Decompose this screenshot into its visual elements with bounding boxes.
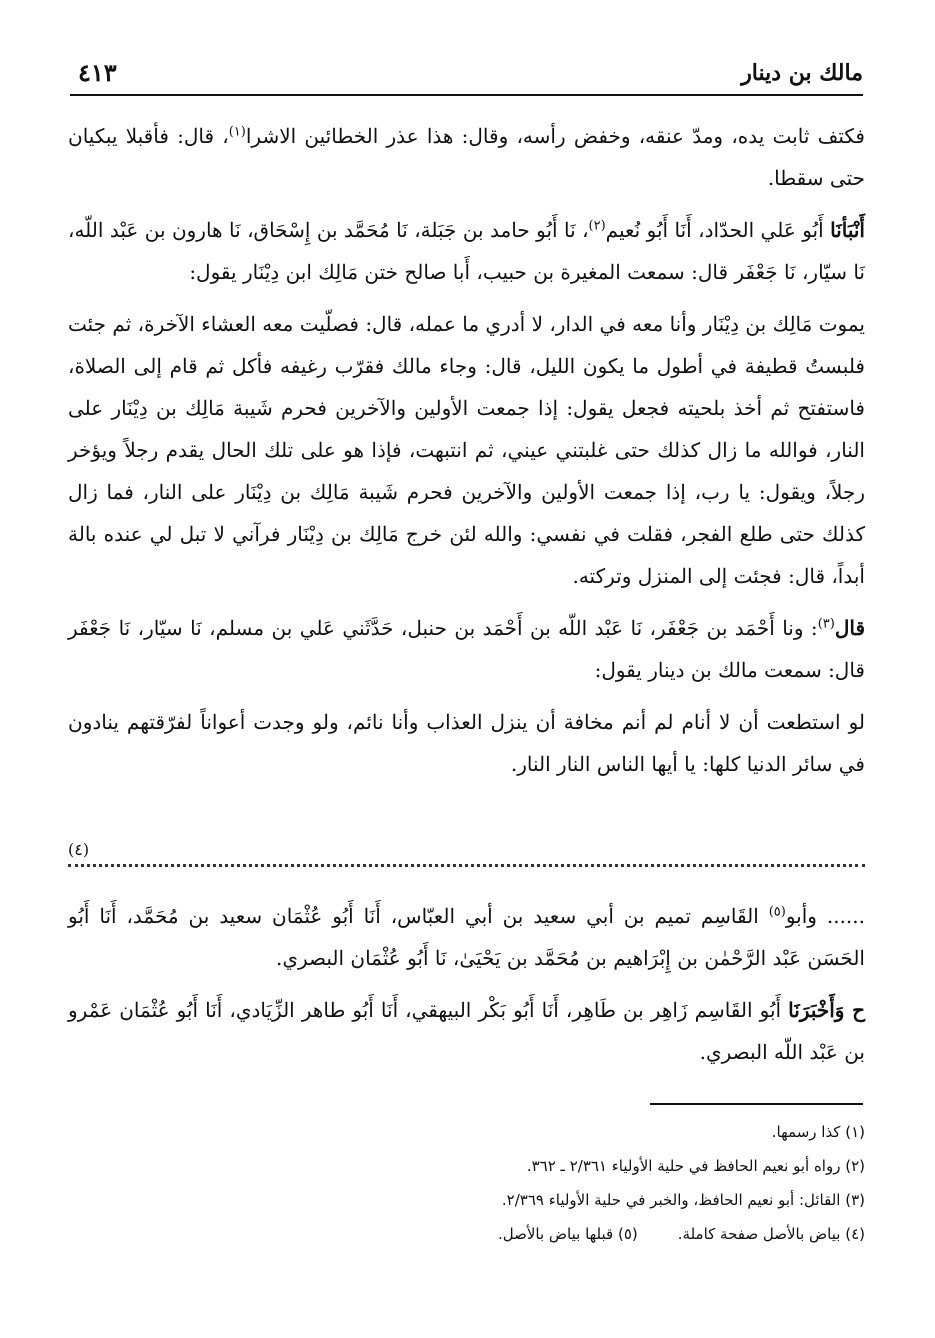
main-text-block xyxy=(68,115,865,785)
footnote-reference: (٣) xyxy=(817,616,835,632)
main-paragraph xyxy=(68,209,865,293)
text-run: أَبُو القَاسِم زَاهِر بن طَاهِر، أَنَا أَبُو بَكْر البيهقي، أَنَا أَبُو طاهر الزِّيَادي، أَنَا أَبُو عُثْمَان عَمْرو بن عَبْد اللّه البصري. xyxy=(68,998,865,1064)
lacuna-marker xyxy=(68,840,865,876)
running-title: مالك بن دينار xyxy=(741,60,863,86)
continuation-text-block xyxy=(68,895,865,1073)
footnote-2: (٢) رواه أبو نعيم الحافظ في حلية الأولياء ٢/٣٦١ ـ ٣٦٢. xyxy=(526,1157,865,1175)
text-run: أَنْبَأنَا xyxy=(830,218,865,242)
text-run: يموت مَالِك بن دِيْنَار وأنا معه في الدار، لا أدري ما عمله، قال: فصلّيت معه العشاء الآخرة، ثم جئت فلبستُ قطيفة في أطول ما يكون الليل، قال: وجاء مالك فقرّب رغيفه فأكل ثم قام إلى الصلاة، فاستفتح ثم أخذ بلحيته فجعل يقول: إذا جمعت الأولين والآخرين فحرم شَيبة مَالِك بن دِيْنَار على النار، فوالله ما زال كذلك حتى غلبتني عيني، ثم انتبهت، فإذا هو على تلك الحال يقدم رجلاً ويؤخر رجلاً، ويقول: يا رب، إذا جمعت الأولين والآخرين فحرم شَيبة مَالِك بن دِيْنَار على النار، فما زال كذلك حتى طلع الفجر، فقلت في نفسي: والله لئن خرج مَالِك بن دِيْنَار فرآني لا تبل لي عنده بالة أبداً، قال: فجئت إلى المنزل وتركته. xyxy=(68,312,866,588)
footnote-reference: (٢) xyxy=(588,218,606,234)
footnote-3: (٣) القائل: أبو نعيم الحافظ، والخبر في حلية الأولياء ٢/٣٦٩. xyxy=(501,1191,865,1209)
main-paragraph xyxy=(68,115,865,199)
text-run: القَاسِم تميم بن أبي سعيد بن أبي العبّاس، أَنَا أَبُو عُثْمَان سعيد بن مُحَمَّد، أَنَا أَبُو الحَسَن عَبْد الرَّحْمٰن بن إِبْرَاهيم بن مُحَمَّد بن يَحْيَىٰ، نَا أَبُو عُثْمَان البصري. xyxy=(68,904,865,970)
text-run: ح وَأَخْبَرَنَا xyxy=(788,998,865,1022)
running-head xyxy=(70,44,863,94)
footnote-reference: (٥) xyxy=(768,904,786,920)
lacuna-footnote-ref: (٤) xyxy=(68,840,90,859)
continuation-paragraph xyxy=(68,989,865,1073)
text-run: ...... وأبو xyxy=(785,904,865,928)
footnote-row xyxy=(68,1217,865,1251)
text-run: فكتف ثابت يده، ومدّ عنقه، وخفض رأسه، وقال: هذا عذر الخطائين الاشرا xyxy=(245,124,865,148)
footnote-rule xyxy=(650,1103,863,1105)
text-run: أَبُو عَلي الحدّاد، أَنَا أَبُو نُعيم xyxy=(605,218,831,242)
page-number: ٤١٣ xyxy=(78,58,117,87)
main-paragraph xyxy=(68,303,865,597)
footnote-4: (٤) بياض بالأصل صفحة كاملة. xyxy=(677,1225,865,1243)
text-run: لو استطعت أن لا أنام لم أنم مخافة أن ينزل العذاب وأنا نائم، ولو وجدت أعواناً لفرّقتهم ينادون في سائر الدنيا كلها: يا أيها الناس النار النار. xyxy=(68,710,865,776)
header-rule xyxy=(70,94,863,96)
dotted-line xyxy=(68,864,865,867)
main-paragraph xyxy=(68,607,865,691)
footnote-5: (٥) قبلها بياض بالأصل. xyxy=(497,1225,638,1243)
text-run: ، قال: فأقبلا يبكيان حتى سقطا. xyxy=(68,124,865,190)
text-run: : ونا أَحْمَد بن جَعْفَر، نَا عَبْد اللّه بن أَحْمَد بن حنبل، حَدَّثَني عَلي بن مسلم، نَا سيّار، نَا جَعْفَر قال: سمعت مالك بن دينار يقول: xyxy=(68,616,865,682)
footnote-1: (١) كذا رسمها. xyxy=(771,1123,865,1141)
main-paragraph xyxy=(68,701,865,785)
footnotes xyxy=(68,1115,865,1251)
continuation-paragraph xyxy=(68,895,865,979)
text-run: ، نَا أَبُو حامد بن جَبَلة، نَا مُحَمَّد بن إِسْحَاق، نَا هارون بن عَبْد اللّه، نَا سيّار، نَا جَعْفَر قال: سمعت المغيرة بن حبيب، أَبا صالح ختن مَالِك ابن دِيْنَار يقول: xyxy=(68,218,865,284)
text-run: قال xyxy=(834,616,866,640)
footnote-reference: (١) xyxy=(228,124,246,140)
